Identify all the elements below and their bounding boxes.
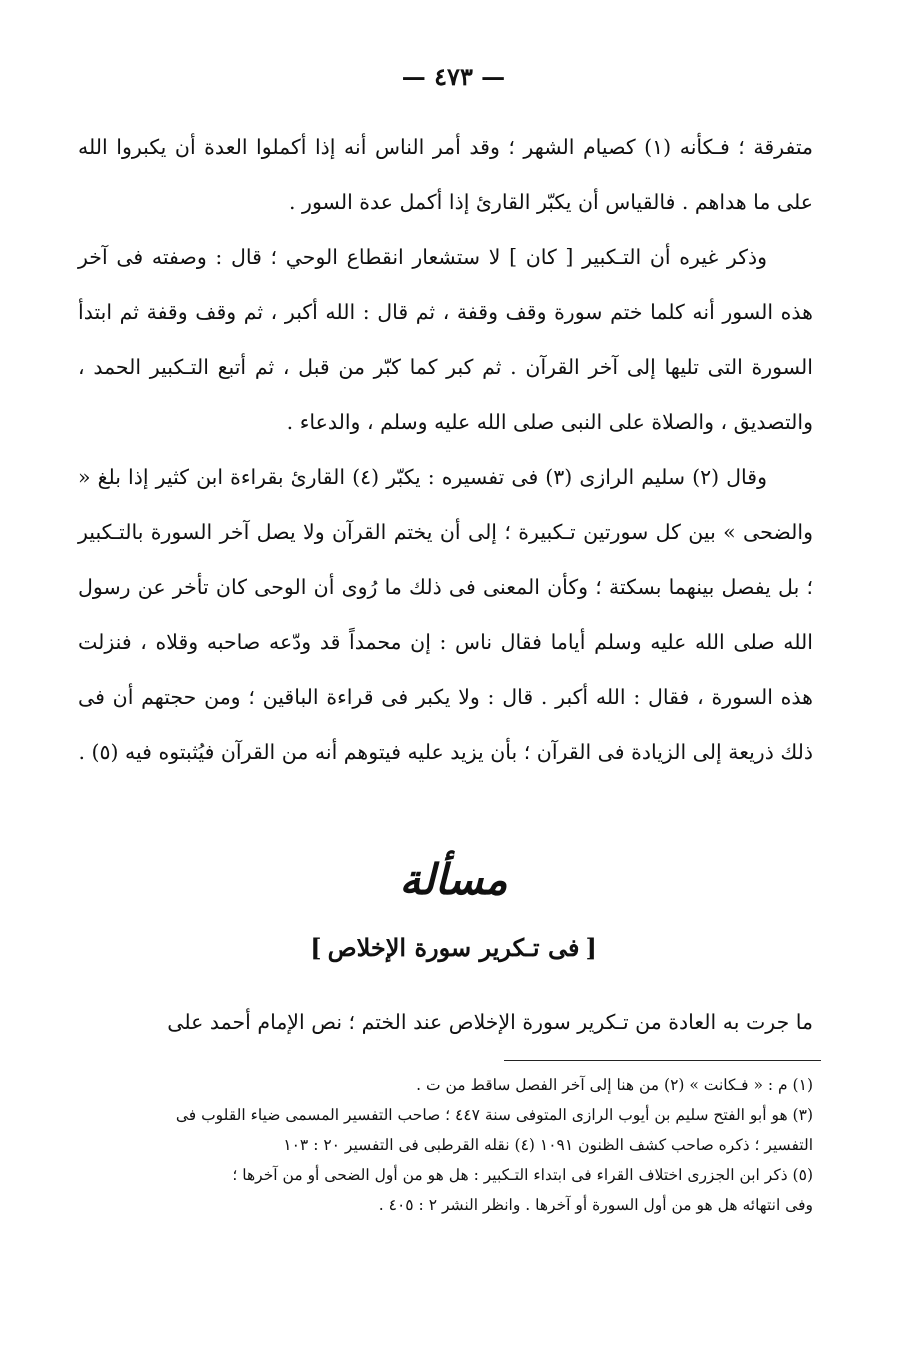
subtitle-text: فى تـكرير سورة الإخلاص: [327, 933, 580, 962]
footnote-line-4: (٥) ذكر ابن الجزرى اختلاف القراء فى ابتداء التـكبير : هل هو من أول الضحى أو من آخرها ؛: [232, 1166, 813, 1184]
main-text-top: [78, 120, 813, 780]
paragraph-2: وذكر غيره أن التـكبير [ كان ] لا ستشعار انقطاع الوحي ؛ قال : وصفته فى آخر هذه السور أنه كلما ختم سورة وقف وقفة ، ثم قال : الله أكبر ، ثم وقف وقفة ثم ابتدأ السورة التى تليها إلى آخر القرآن . ثم كبر كما كبّر من قبل ، ثم أتبع التـكبير الحمد ، والتصديق ، والصلاة على النبى صلى الله عليه وسلم ، والدعاء .: [78, 245, 813, 434]
paragraph-3: وقال (٢) سليم الرازى (٣) فى تفسيره : يكبّر (٤) القارئ بقراءة ابن كثير إذا بلغ « والضحى » بين كل سورتين تـكبيرة ؛ إلى أن يختم القرآن ولا يصل آخر السورة بالتـكبير ؛ بل يفصل بينهما بسكتة ؛ وكأن المعنى فى ذلك ما رُوى أن الوحى كان تأخر عن رسول الله صلى الله عليه وسلم أياما فقال ناس : إن محمداً قد ودّعه صاحبه وقلاه ، فنزلت هذه السورة ، فقال : الله أكبر . قال : ولا يكبر فى قراءة الباقين ؛ ومن حجتهم أن فى ذلك ذريعة إلى الزيادة فى القرآن ؛ بأن يزيد عليه فيتوهم أنه من القرآن فيُثبتوه فيه (٥) .: [78, 465, 813, 764]
subtitle-open-bracket: [: [585, 933, 597, 962]
section-subtitle: [0, 928, 907, 968]
footnote-line-2: (٣) هو أبو الفتح سليم بن أيوب الرازى المتوفى سنة ٤٤٧ ؛ صاحب التفسير المسمى ضياء القلوب فى: [175, 1106, 813, 1124]
main-text-bottom: [78, 995, 813, 1050]
footnote-line-5: وفى انتهائه هل هو من أول السورة أو آخرها . وانظر النشر ٢ : ٤٠٥ .: [378, 1196, 813, 1214]
footnote-divider: [504, 1060, 821, 1061]
footnote-line-1: (١) م : « فـكانت » (٢) من هنا إلى آخر الفصل ساقط من ت .: [416, 1076, 813, 1094]
footnote-line-3: التفسير ؛ ذكره صاحب كشف الظنون ١٠٩١ (٤) نقله القرطبى فى التفسير ٢٠ : ١٠٣: [283, 1136, 813, 1154]
paragraph-1: متفرقة ؛ فـكأنه (١) كصيام الشهر ؛ وقد أمر الناس أنه إذا أكملوا العدة أن يكبروا الله على ما هداهم . فالقياس أن يكبّر القارئ إذا أكمل عدة السور .: [78, 135, 813, 214]
subtitle-close-bracket: ]: [310, 933, 322, 962]
section-title: مسألة: [399, 855, 508, 904]
page-number: — ٤٧٣ —: [401, 62, 506, 91]
footnotes: [80, 1070, 813, 1220]
section-first-line: ما جرت به العادة من تـكرير سورة الإخلاص عند الختم ؛ نص الإمام أحمد على: [167, 1010, 813, 1034]
